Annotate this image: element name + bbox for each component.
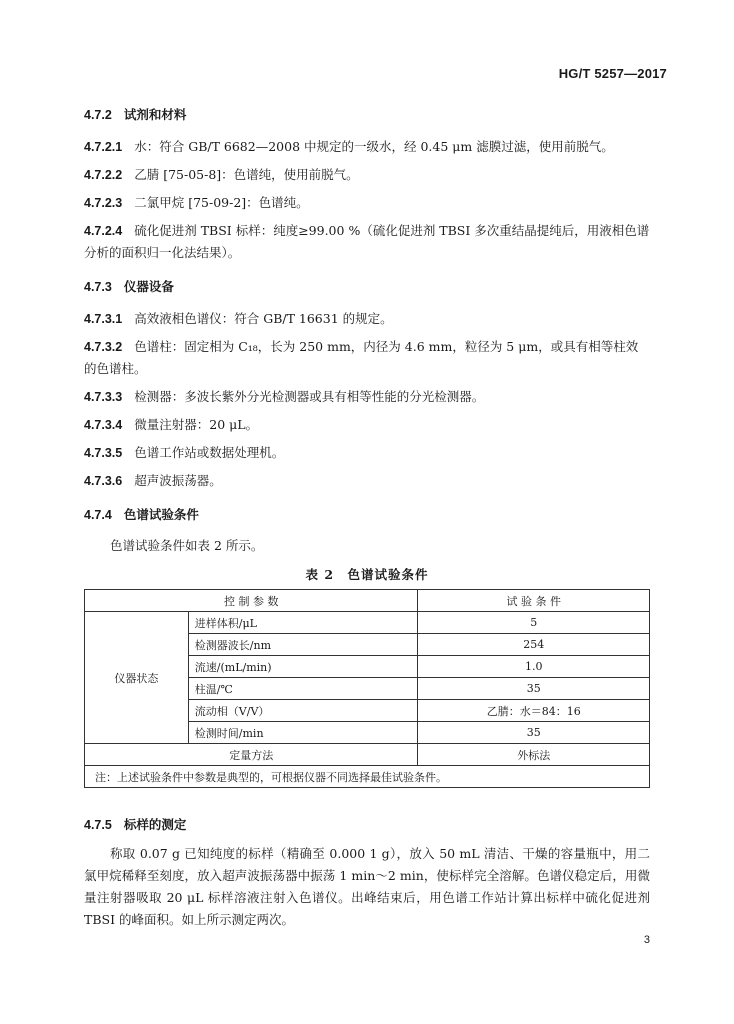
clause-number: 4.7.2.3 bbox=[84, 196, 123, 210]
content-body bbox=[84, 98, 650, 931]
section-number: 4.7.5 bbox=[84, 818, 112, 832]
section-title: 仪器设备 bbox=[123, 279, 174, 294]
header-control-parameters: 控 制 参 数 bbox=[85, 590, 418, 612]
clause-4-7-3-3 bbox=[84, 386, 650, 408]
clause-number: 4.7.3.5 bbox=[84, 446, 123, 460]
clause-text: 硫化促进剂 TBSI 标样：纯度≥99.00 %（硫化促进剂 TBSI 多次重结晶提纯后，用液相色谱分析的面积归一化法结果）。 bbox=[84, 223, 650, 260]
clause-4-7-2-1 bbox=[84, 136, 650, 158]
page-number: 3 bbox=[643, 934, 650, 946]
clause-4-7-3-1 bbox=[84, 308, 650, 330]
clause-text: 二氯甲烷 [75-09-2]：色谱纯。 bbox=[134, 195, 309, 210]
value-cell: 5 bbox=[418, 612, 650, 634]
clause-text: 微量注射器：20 μL。 bbox=[134, 417, 259, 432]
param-cell: 柱温/℃ bbox=[188, 678, 418, 700]
value-cell: 35 bbox=[418, 722, 650, 744]
table-note-row bbox=[85, 766, 650, 788]
section-number: 4.7.3 bbox=[84, 280, 112, 294]
clause-number: 4.7.3.3 bbox=[84, 390, 123, 404]
param-cell: 进样体积/μL bbox=[188, 612, 418, 634]
table-row-quant-method bbox=[85, 744, 650, 766]
table-header-row bbox=[85, 590, 650, 612]
quant-method-label: 定量方法 bbox=[85, 744, 418, 766]
clause-4-7-3-5 bbox=[84, 442, 650, 464]
clause-4-7-2-4 bbox=[84, 220, 650, 264]
section-heading-4-7-2 bbox=[84, 98, 650, 131]
clause-number: 4.7.3.1 bbox=[84, 312, 123, 326]
clause-number: 4.7.3.4 bbox=[84, 418, 123, 432]
table-caption: 表 2 色谱试验条件 bbox=[305, 567, 429, 582]
param-cell: 检测时间/min bbox=[188, 722, 418, 744]
param-cell: 检测器波长/nm bbox=[188, 634, 418, 656]
standard-code: HG/T 5257—2017 bbox=[558, 66, 667, 81]
value-cell: 254 bbox=[418, 634, 650, 656]
chromatographic-conditions-table bbox=[84, 589, 650, 788]
value-cell: 35 bbox=[418, 678, 650, 700]
section-title: 色谱试验条件 bbox=[123, 507, 199, 522]
value-cell: 乙腈：水＝84：16 bbox=[418, 700, 650, 722]
param-cell: 流速/(mL/min) bbox=[188, 656, 418, 678]
param-cell: 流动相（V/V） bbox=[188, 700, 418, 722]
section-title: 标样的测定 bbox=[123, 817, 187, 832]
clause-text: 色谱工作站或数据处理机。 bbox=[134, 445, 285, 460]
clause-4-7-3-2 bbox=[84, 336, 650, 380]
quant-method-value: 外标法 bbox=[418, 744, 650, 766]
clause-4-7-2-2 bbox=[84, 164, 650, 186]
clause-number: 4.7.3.2 bbox=[84, 340, 123, 354]
clause-number: 4.7.2.2 bbox=[84, 168, 123, 182]
table-reference-paragraph: 色谱试验条件如表 2 所示。 bbox=[110, 538, 264, 553]
clause-4-7-3-4 bbox=[84, 414, 650, 436]
section-number: 4.7.4 bbox=[84, 508, 112, 522]
value-cell: 1.0 bbox=[418, 656, 650, 678]
section-title: 试剂和材料 bbox=[123, 107, 187, 122]
section-number: 4.7.2 bbox=[84, 108, 112, 122]
table-row bbox=[85, 612, 650, 634]
clause-number: 4.7.2.1 bbox=[84, 140, 123, 154]
standard-sample-procedure: 称取 0.07 g 已知纯度的标样（精确至 0.000 1 g），放入 50 mL 清洁、干燥的容量瓶中，用二氯甲烷稀释至刻度，放入超声波振荡器中振荡 1 min～2 min，使标样完全溶解。色谱仪稳定后，用微量注射器吸取 20 μL 标样溶液注射入色谱仪。出峰结束后，用色谱工作站计算出标样中硫化促进剂 TBSI 的峰面积。如上所示测定两次。 bbox=[84, 846, 650, 927]
clause-text: 乙腈 [75-05-8]：色谱纯，使用前脱气。 bbox=[134, 167, 359, 182]
clause-text: 检测器：多波长紫外分光检测器或具有相等性能的分光检测器。 bbox=[134, 389, 485, 404]
table-note: 注：上述试验条件中参数是典型的，可根据仪器不同选择最佳试验条件。 bbox=[85, 766, 650, 788]
clause-number: 4.7.2.4 bbox=[84, 224, 123, 238]
section-heading-4-7-4 bbox=[84, 498, 650, 531]
clause-text: 色谱柱：固定相为 C₁₈，长为 250 mm，内径为 4.6 mm，粒径为 5 μm，或具有相等柱效的色谱柱。 bbox=[84, 339, 639, 376]
instrument-state-label: 仪器状态 bbox=[85, 612, 189, 744]
section-heading-4-7-5 bbox=[84, 808, 650, 841]
clause-4-7-2-3 bbox=[84, 192, 650, 214]
clause-4-7-3-6 bbox=[84, 470, 650, 492]
header-test-conditions: 试 验 条 件 bbox=[418, 590, 650, 612]
clause-text: 水：符合 GB/T 6682—2008 中规定的一级水，经 0.45 μm 滤膜过滤，使用前脱气。 bbox=[134, 139, 614, 154]
clause-number: 4.7.3.6 bbox=[84, 474, 123, 488]
clause-text: 高效液相色谱仪：符合 GB/T 16631 的规定。 bbox=[134, 311, 393, 326]
clause-text: 超声波振荡器。 bbox=[134, 473, 222, 488]
section-heading-4-7-3 bbox=[84, 270, 650, 303]
